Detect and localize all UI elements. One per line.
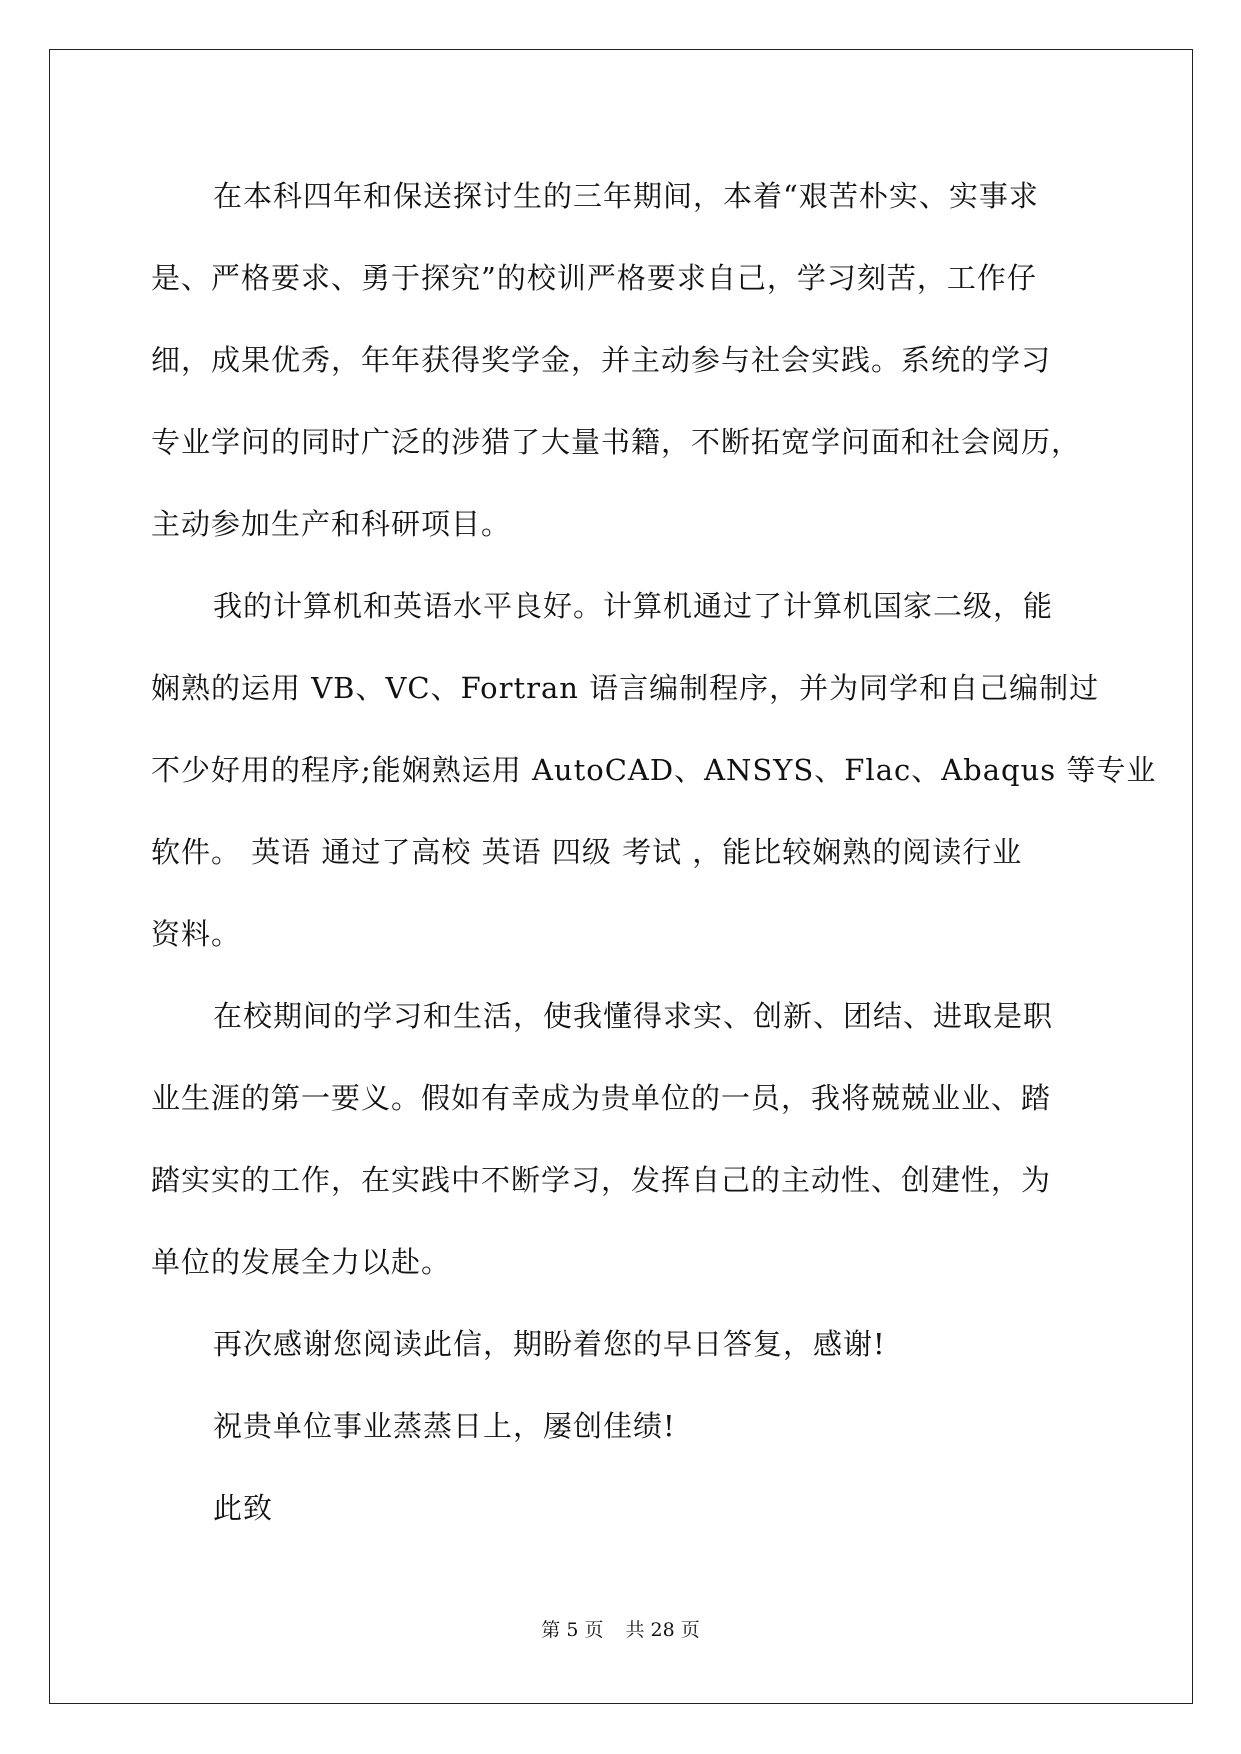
text-line: 软件。 英语 通过了高校 英语 四级 考试 ，能比较娴熟的阅读行业 bbox=[151, 835, 1023, 869]
text-line: 踏实实的工作，在实践中不断学习，发挥自己的主动性、创建性，为 bbox=[151, 1163, 1052, 1197]
text-line: 是、严格要求、勇于探究”的校训严格要求自己，学习刻苦，工作仔 bbox=[151, 261, 1037, 295]
text-line: 资料。 bbox=[151, 917, 242, 951]
text-line: 细，成果优秀，年年获得奖学金，并主动参与社会实践。系统的学习 bbox=[151, 343, 1052, 377]
paragraph-career-goals bbox=[151, 975, 1091, 1303]
paragraph-salutation bbox=[151, 1467, 1091, 1549]
page-footer bbox=[0, 1615, 1241, 1642]
letter-body bbox=[151, 155, 1157, 1549]
text-line: 祝贵单位事业蒸蒸日上，屡创佳绩! bbox=[213, 1409, 676, 1443]
text-line: 再次感谢您阅读此信，期盼着您的早日答复，感谢! bbox=[213, 1327, 886, 1361]
text-line: 不少好用的程序;能娴熟运用 AutoCAD、ANSYS、Flac、Abaqus 等专业 bbox=[151, 753, 1157, 787]
text-line: 主动参加生产和科研项目。 bbox=[151, 507, 512, 541]
paragraph-wishes bbox=[151, 1385, 1091, 1467]
paragraph-thanks bbox=[151, 1303, 1091, 1385]
text-line: 此致 bbox=[213, 1491, 274, 1525]
text-line: 专业学问的同时广泛的涉猎了大量书籍，不断拓宽学问面和社会阅历， bbox=[151, 425, 1082, 459]
text-line: 我的计算机和英语水平良好。计算机通过了计算机国家二级，能 bbox=[213, 589, 1054, 623]
current-page-number: 第 5 页 bbox=[541, 1619, 604, 1641]
paragraph-study-record bbox=[151, 155, 1091, 565]
text-line: 单位的发展全力以赴。 bbox=[151, 1245, 452, 1279]
text-line: 在校期间的学习和生活，使我懂得求实、创新、团结、进取是职 bbox=[213, 999, 1054, 1033]
text-line: 业生涯的第一要义。假如有幸成为贵单位的一员，我将兢兢业业、踏 bbox=[151, 1081, 1052, 1115]
text-line: 娴熟的运用 VB、VC、Fortran 语言编制程序，并为同学和自己编制过 bbox=[151, 671, 1100, 705]
paragraph-skills bbox=[151, 565, 1157, 975]
text-line: 在本科四年和保送探讨生的三年期间，本着“艰苦朴实、实事求 bbox=[213, 179, 1039, 213]
total-pages: 共 28 页 bbox=[625, 1619, 700, 1641]
